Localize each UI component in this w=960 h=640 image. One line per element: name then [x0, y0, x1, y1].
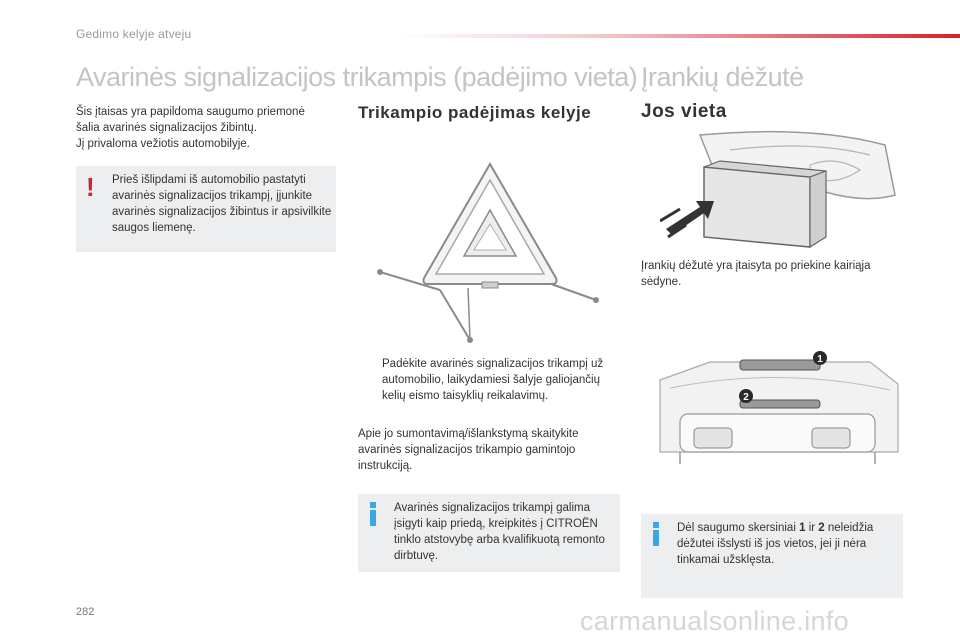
callout-1-label: 1 — [817, 354, 823, 365]
intro-line: šalia avarinės signalizacijos žibintų. — [76, 122, 257, 134]
warning-triangle-icon — [370, 150, 610, 350]
toolbox-info-text — [677, 520, 897, 568]
header-accent-bar — [400, 34, 960, 38]
warning-text: Prieš išlipdami iš automobilio pastatyti avarinės signalizacijos trikampį, įjunkite avarinės signalizacijos žibintus ir apsivilkite saugos liemenę. — [112, 174, 332, 234]
section-header: Gedimo kelyje atveju — [76, 27, 192, 41]
warning-icon: ! — [86, 172, 95, 202]
info-icon — [370, 502, 378, 526]
toolbox-drawer-icon — [640, 340, 905, 500]
info-callout-2: 2 — [818, 522, 825, 534]
callout-2-label: 2 — [743, 392, 749, 403]
info-text-part: ir — [805, 522, 819, 534]
triangle-subtitle: Trikampio padėjimas kelyje — [358, 103, 592, 122]
seat-icon — [660, 125, 900, 255]
step-text: Padėkite avarinės signalizacijos trikampį už automobilio, laikydamiesi šalyje galiojančių kelių eismo taisyklių reikalavimų. — [382, 358, 604, 402]
intro-text — [76, 104, 341, 152]
warning-triangle-illustration — [370, 150, 610, 350]
toolbox-location-text: Įrankių dėžutė yra įtaisyta po priekine kairiąja sėdyne. — [641, 260, 871, 288]
info-callout-1: 1 — [799, 522, 806, 534]
info-icon — [653, 522, 661, 546]
intro-line: Šis įtaisas yra papildoma saugumo priemonė — [76, 106, 305, 118]
seat-toolbox-illustration — [660, 125, 900, 255]
toolbox-subtitle: Jos vieta — [641, 101, 727, 122]
assembly-instruction: Apie jo sumontavimą/išlankstymą skaitykite avarinės signalizacijos trikampio gamintojo instrukciją. — [358, 428, 579, 472]
toolbox-info-box — [641, 514, 903, 598]
toolbox-drawer-illustration — [640, 340, 905, 500]
toolbox-title: Įrankių dėžutė — [641, 62, 804, 92]
info-text-part: Dėl saugumo skersiniai — [677, 522, 800, 534]
warning-box — [76, 166, 336, 252]
watermark: carmanualsonline.info — [580, 606, 849, 636]
intro-line: Jį privaloma vežiotis automobilyje. — [76, 138, 250, 150]
triangle-info-box — [358, 494, 620, 572]
page-number: 282 — [76, 606, 95, 618]
triangle-title: Avarinės signalizacijos trikampis (padėjimo vieta) — [76, 62, 638, 92]
info-text-part: neleidžia dėžutei išslysti iš jos vietos, jei ji nėra tinkamai užsklęsta. — [677, 522, 874, 566]
triangle-info-text: Avarinės signalizacijos trikampį galima įsigyti kaip priedą, kreipkitės į CITROËN tinklo atstovybę arba kvalifikuotą remonto dirbtuvę. — [394, 502, 605, 562]
